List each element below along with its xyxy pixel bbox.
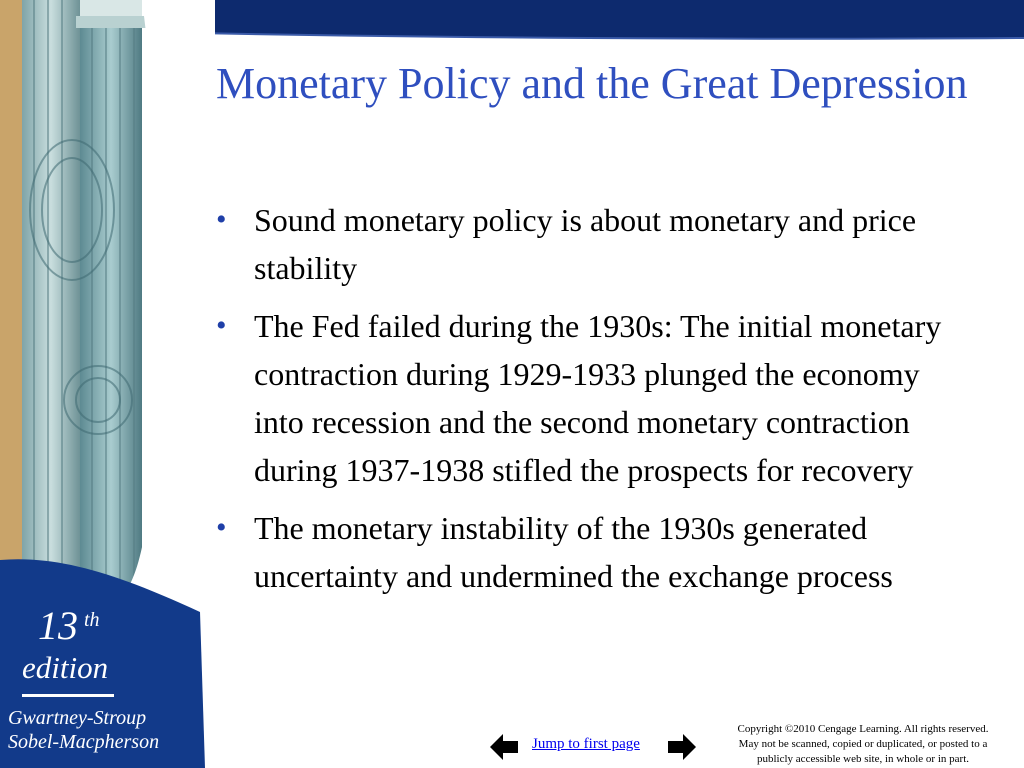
bullet-dot-icon: • [216, 203, 227, 236]
right-arrow-icon[interactable] [668, 734, 696, 760]
bullet-item [216, 504, 966, 600]
bullet-text: The Fed failed during the 1930s: The initial monetary contraction during 1929-1933 plunged the economy into recession and the second monetary contraction during 1937-1938 stifled the prospects for recovery [254, 308, 942, 488]
authors-line-1: Gwartney-Stroup [8, 707, 147, 729]
slide-navigation [488, 730, 700, 762]
edition-suffix: th [84, 609, 100, 631]
bullet-dot-icon: • [216, 309, 227, 342]
authors [8, 706, 159, 754]
copyright-line-3: publicly accessible web site, in whole or in part. [757, 753, 969, 765]
copyright-line-2: May not be scanned, copied or duplicated, or posted to a [738, 738, 988, 750]
copyright-line-1: Copyright ©2010 Cengage Learning. All rights reserved. [737, 723, 989, 735]
bullet-dot-icon: • [216, 511, 227, 544]
bullet-item [216, 196, 966, 292]
bullet-list [216, 196, 966, 610]
edition-divider [22, 694, 114, 697]
bullet-item [216, 302, 966, 494]
left-arrow-icon[interactable] [490, 734, 518, 760]
authors-line-2: Sobel-Macpherson [8, 731, 160, 753]
bullet-text: The monetary instability of the 1930s generated uncertainty and undermined the exchange process [254, 510, 893, 594]
edition-number: 13 [38, 603, 78, 648]
jump-to-first-page-link[interactable]: Jump to first page [532, 736, 640, 752]
edition-label: edition [22, 650, 109, 685]
bullet-text: Sound monetary policy is about monetary and price stability [254, 202, 917, 286]
slide-title: Monetary Policy and the Great Depression [216, 59, 968, 108]
copyright-notice [705, 722, 1021, 767]
